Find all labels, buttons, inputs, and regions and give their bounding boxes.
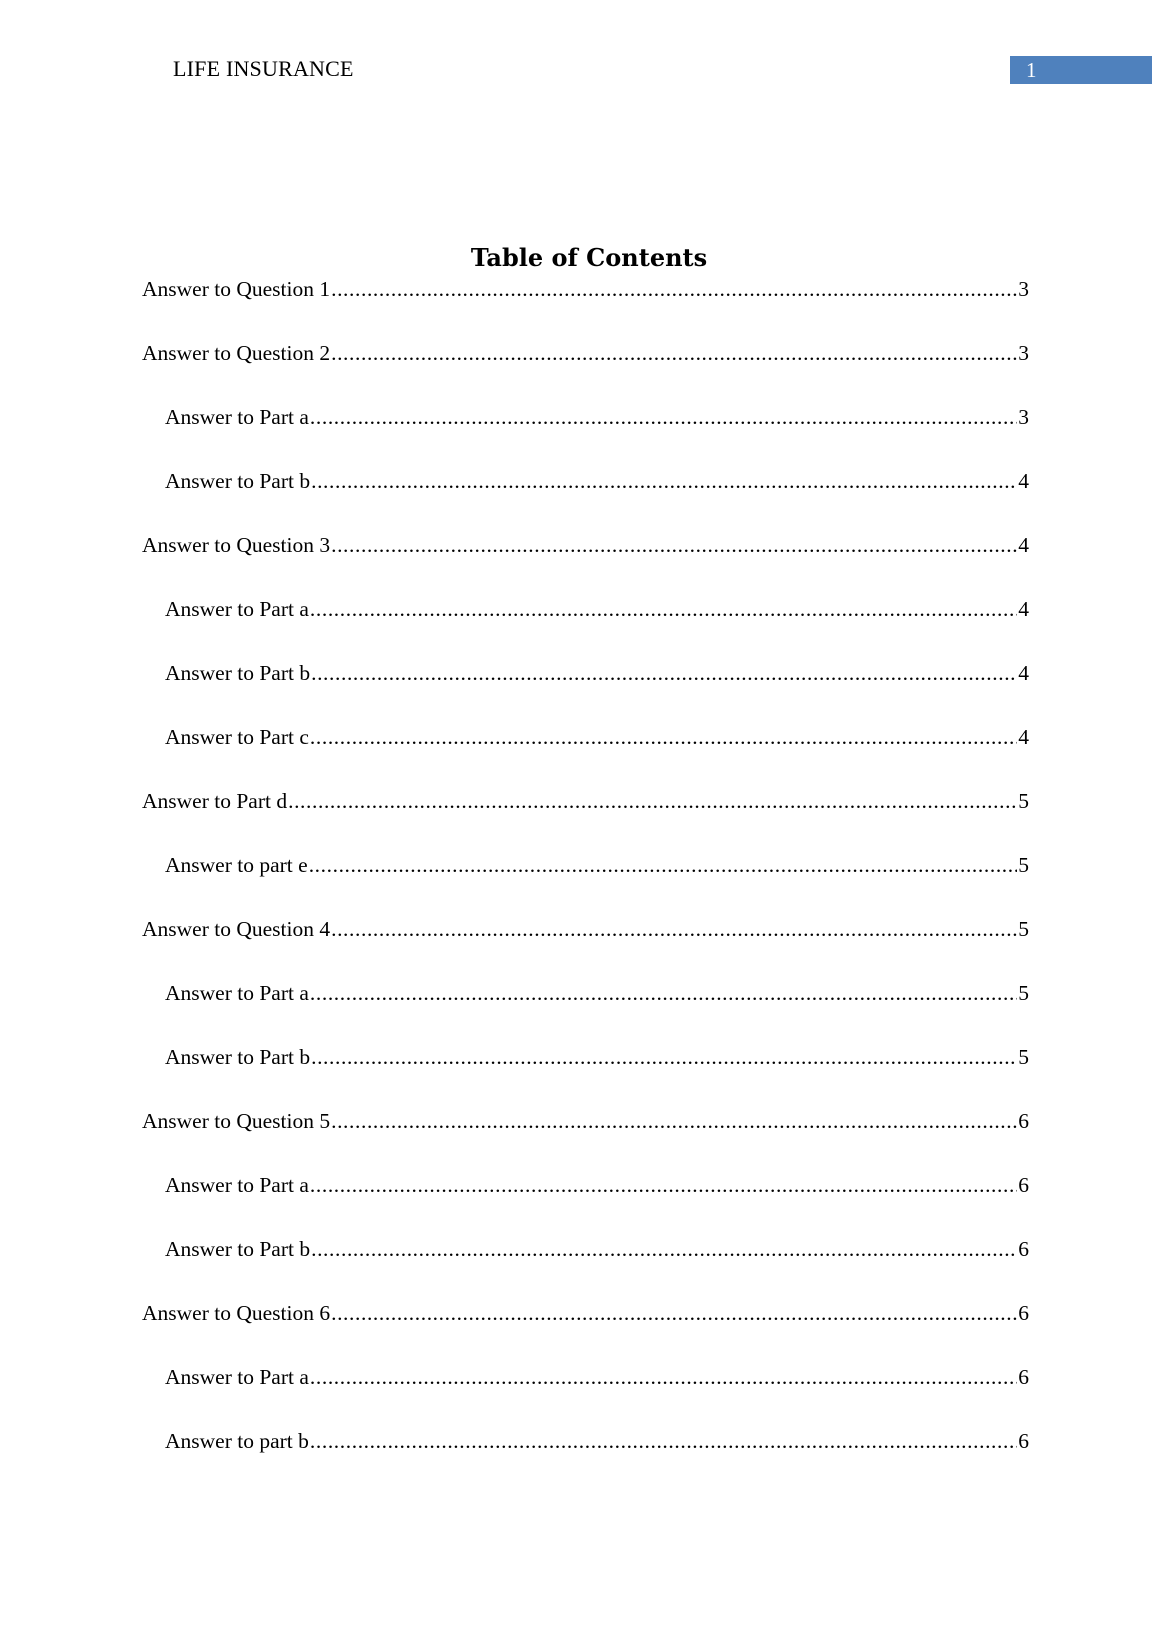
toc-dot-leader: [331, 1109, 1017, 1134]
toc-entry[interactable]: [142, 1045, 1029, 1109]
toc-entry-label: Answer to Part a: [165, 1173, 309, 1197]
toc-dot-leader: [310, 1365, 1017, 1390]
toc-dot-leader: [310, 1173, 1017, 1198]
toc-entry-page: 3: [1018, 405, 1029, 429]
toc-entry-label: Answer to part b: [165, 1429, 309, 1453]
running-header-title: LIFE INSURANCE: [173, 56, 354, 81]
toc-entry-label: Answer to Part a: [165, 1365, 309, 1389]
toc-entry-page: 6: [1018, 1365, 1029, 1389]
toc-entry-page: 5: [1018, 917, 1029, 941]
toc-dot-leader: [311, 469, 1017, 494]
toc-entry[interactable]: [142, 1173, 1029, 1237]
toc-dot-leader: [310, 405, 1017, 430]
toc-entry-label: Answer to Question 1: [142, 277, 331, 301]
toc-entry-label: Answer to Question 2: [142, 341, 331, 365]
page-number-badge: [1010, 56, 1152, 84]
toc-dot-leader: [310, 597, 1017, 622]
toc-entry[interactable]: [142, 661, 1029, 725]
toc-entry-label: Answer to Part c: [165, 725, 309, 749]
toc-dot-leader: [309, 853, 1018, 878]
toc-entry-page: 4: [1018, 597, 1029, 621]
toc-entry[interactable]: [142, 469, 1029, 533]
toc-entry-label: Answer to Part a: [165, 597, 309, 621]
page-number: 1: [1026, 58, 1037, 82]
toc-entry[interactable]: [142, 1429, 1029, 1493]
toc-entry[interactable]: [142, 853, 1029, 917]
toc-entry[interactable]: [142, 789, 1029, 853]
toc-dot-leader: [310, 725, 1017, 750]
toc-entry-page: 3: [1018, 341, 1029, 365]
toc-entry-label: Answer to part e: [165, 853, 308, 877]
toc-entry-label: Answer to Part a: [165, 981, 309, 1005]
toc-entry-label: Answer to Part b: [165, 469, 311, 493]
toc-dot-leader: [311, 1045, 1017, 1070]
toc-entry-page: 4: [1018, 661, 1029, 685]
toc-entry[interactable]: [142, 1109, 1029, 1173]
toc-dot-leader: [310, 981, 1017, 1006]
toc-dot-leader: [331, 1301, 1017, 1326]
toc-entry[interactable]: [142, 533, 1029, 597]
toc-entry[interactable]: [142, 597, 1029, 661]
toc-entry-page: 4: [1018, 469, 1029, 493]
toc-entry-label: Answer to Part b: [165, 1237, 311, 1261]
toc-entry-page: 5: [1018, 853, 1029, 877]
toc-dot-leader: [331, 533, 1017, 558]
toc-entry-label: Answer to Part d: [142, 789, 288, 813]
toc-dot-leader: [310, 1429, 1017, 1454]
toc-entry[interactable]: [142, 277, 1029, 341]
toc-entry-page: 6: [1018, 1429, 1029, 1453]
toc-dot-leader: [331, 917, 1017, 942]
toc-entry[interactable]: [142, 341, 1029, 405]
toc-dot-leader: [331, 341, 1017, 366]
toc-entry[interactable]: [142, 1301, 1029, 1365]
toc-entry-page: 5: [1018, 981, 1029, 1005]
toc-entry-page: 3: [1018, 277, 1029, 301]
toc-dot-leader: [311, 1237, 1017, 1262]
toc-entry[interactable]: [142, 405, 1029, 469]
toc-entry-label: Answer to Part b: [165, 1045, 311, 1069]
table-of-contents: [142, 277, 1029, 1493]
toc-dot-leader: [288, 789, 1017, 814]
toc-entry-page: 5: [1018, 1045, 1029, 1069]
toc-entry[interactable]: [142, 917, 1029, 981]
toc-entry-label: Answer to Part a: [165, 405, 309, 429]
toc-heading: Table of Contents: [470, 243, 708, 272]
toc-dot-leader: [331, 277, 1017, 302]
toc-entry-label: Answer to Part b: [165, 661, 311, 685]
toc-entry[interactable]: [142, 725, 1029, 789]
toc-entry-page: 4: [1018, 533, 1029, 557]
toc-entry-page: 4: [1018, 725, 1029, 749]
toc-entry[interactable]: [142, 1365, 1029, 1429]
toc-entry-page: 6: [1018, 1173, 1029, 1197]
toc-entry[interactable]: [142, 981, 1029, 1045]
toc-entry-page: 5: [1018, 789, 1029, 813]
toc-dot-leader: [311, 661, 1017, 686]
toc-entry-label: Answer to Question 6: [142, 1301, 331, 1325]
toc-entry-label: Answer to Question 5: [142, 1109, 331, 1133]
toc-entry-label: Answer to Question 3: [142, 533, 331, 557]
toc-entry[interactable]: [142, 1237, 1029, 1301]
toc-entry-label: Answer to Question 4: [142, 917, 331, 941]
toc-entry-page: 6: [1018, 1109, 1029, 1133]
toc-entry-page: 6: [1018, 1237, 1029, 1261]
toc-entry-page: 6: [1018, 1301, 1029, 1325]
